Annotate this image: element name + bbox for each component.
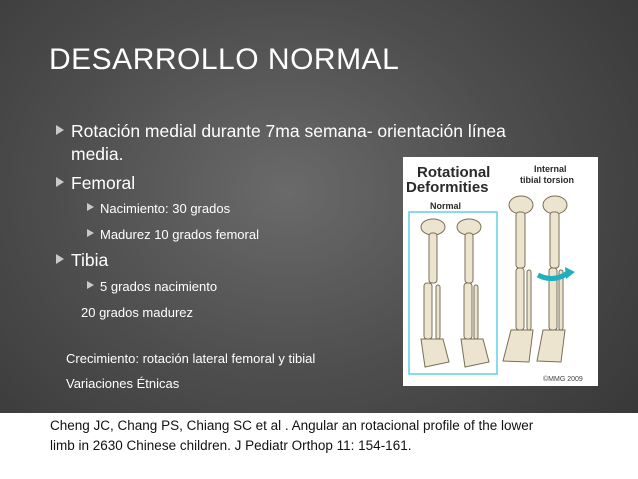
reference-text: Cheng JC, Chang PS, Chiang SC et al . Angular an rotacional profile of the lower limb in 2630 Chinese children. J Pediatr Orthop 11: 154-161. <box>50 418 534 453</box>
figure-label-normal: Normal <box>430 201 462 211</box>
femoral-birth <box>100 201 230 216</box>
rotational-deformities-figure <box>403 157 598 386</box>
bullet-femoral <box>71 172 135 194</box>
bullet-rotation-continued <box>71 143 124 165</box>
figure-label-internal-2: tibial torsion <box>520 175 574 185</box>
sub-bullet-arrow-icon <box>87 229 94 237</box>
bullet-rotation-cont-text: media. <box>71 144 124 164</box>
bullet-arrow-icon <box>56 254 64 264</box>
femoral-maturity-text: Madurez 10 grados femoral <box>100 227 259 242</box>
figure-copyright: ©MMG 2009 <box>543 376 583 383</box>
bullet-tibia <box>71 249 108 271</box>
bullet-rotation-text: Rotación medial durante 7ma semana- orientación línea <box>71 121 506 141</box>
normal-left-leg <box>421 219 449 367</box>
tibia-maturity-text: 20 grados madurez <box>81 305 194 320</box>
normal-right-leg <box>457 219 489 367</box>
bullet-femoral-text: Femoral <box>71 173 136 193</box>
leg-bones-illustration <box>403 157 598 386</box>
tibia-birth-text: 5 grados nacimiento <box>100 279 218 294</box>
femoral-maturity <box>100 227 259 242</box>
sub-bullet-arrow-icon <box>87 281 94 289</box>
bullet-arrow-icon <box>56 125 64 135</box>
growth-text: Crecimiento: rotación lateral femoral y tibial <box>66 351 316 366</box>
tibia-birth <box>100 279 217 294</box>
reference-box <box>0 413 638 479</box>
bullet-arrow-icon <box>56 177 64 187</box>
bullet-tibia-text: Tibia <box>71 250 109 270</box>
slide-title: DESARROLLO NORMAL <box>49 43 400 76</box>
figure-label-internal-1: Internal <box>534 164 567 174</box>
femoral-birth-text: Nacimiento: 30 grados <box>100 201 231 216</box>
ethnic-variations-text: Variaciones Étnicas <box>66 376 180 391</box>
sub-bullet-arrow-icon <box>87 203 94 211</box>
figure-title-line2: Deformities <box>406 179 489 196</box>
bullet-rotation <box>71 120 506 142</box>
internal-torsion-left-leg <box>503 196 533 362</box>
figure-title-line1: Rotational <box>417 164 491 181</box>
rotation-arrowhead-icon <box>565 267 575 279</box>
